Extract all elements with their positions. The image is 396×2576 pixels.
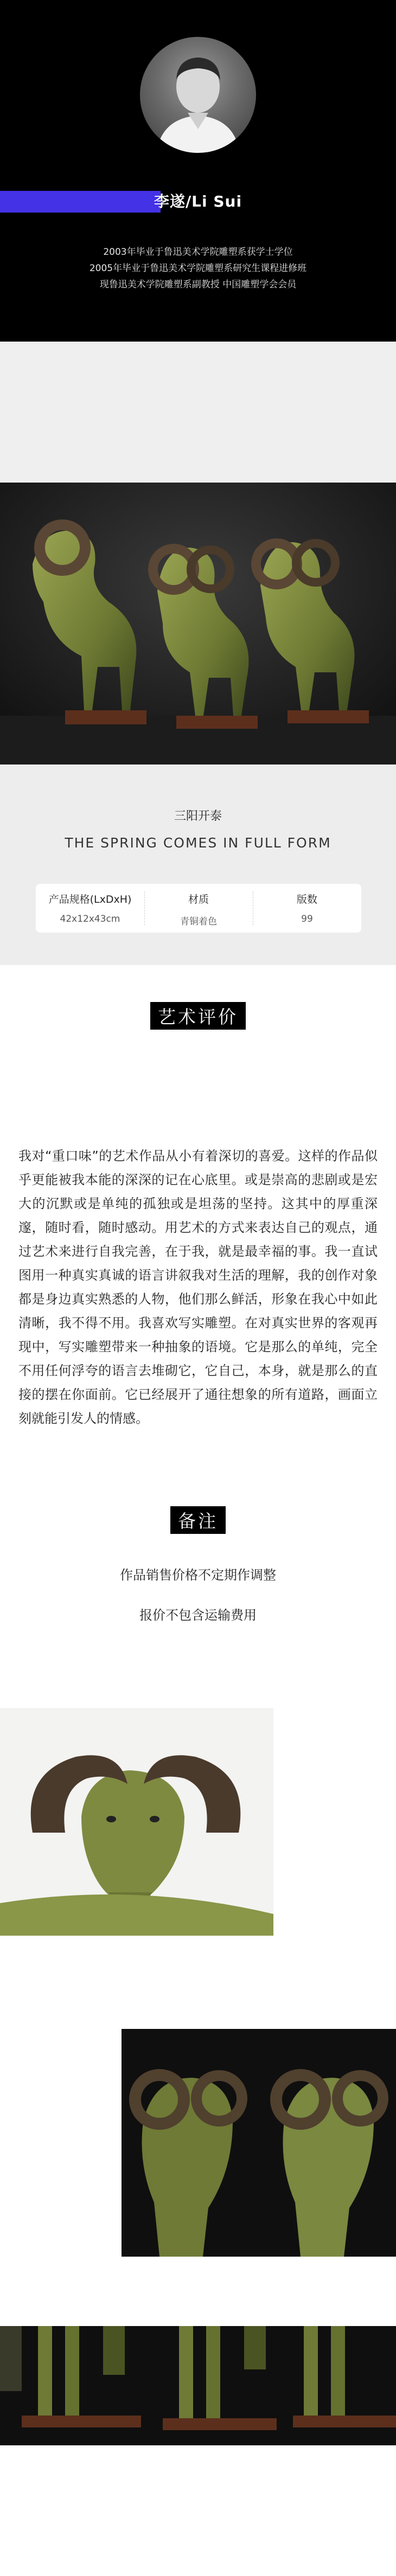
spec-edition xyxy=(253,884,361,933)
spec-value: 青铜着色 xyxy=(180,916,217,927)
review-heading xyxy=(0,1002,396,1030)
bio-line: 现鲁迅美术学院雕塑系副教授 中国雕塑学会会员 xyxy=(99,279,297,290)
artist-bio xyxy=(0,244,396,293)
bio-line: 2005年毕业于鲁迅美术学院雕塑系研究生课程进修班 xyxy=(89,263,307,274)
spacer-band xyxy=(0,342,396,483)
spec-card xyxy=(36,884,361,933)
spec-value: 99 xyxy=(301,914,313,924)
review-text: 我对“重口味”的艺术作品从小有着深切的喜爱。这样的作品似乎更能被我本能的深深的记在心底里。或是崇高的悲剧或是宏大的沉默或是单纯的孤独或是坦荡的坚持。这其中的厚重深邃，随时看，随时感动。用艺术的方式来表达自己的观点，通过艺术来进行自我完善，在于我，就是最幸福的事。我一直试图用一种真实真诚的语言讲叙我对生活的理解，我的创作对象都是身边真实熟悉的人物，他们那么鲜活，形象在我心中如此清晰，我不得不用。我喜欢写实雕塑。在对真实世界的客观再现中，写实雕塑带来一种抽象的语境。它是那么的单纯，完全不用任何浮夸的语言去堆砌它，它自己，本身，就是那么的直接的摆在你面前。它已经展开了通往想象的所有道路，画面立刻就能引发人的情感。 xyxy=(18,1148,378,1426)
artist-avatar xyxy=(140,37,256,153)
product-title-cn: 三阳开泰 xyxy=(174,810,222,823)
spec-value: 42x12x43cm xyxy=(60,914,120,924)
artist-header xyxy=(0,0,396,342)
spec-label: 产品规格(LxDxH) xyxy=(48,894,132,905)
spec-label: 版数 xyxy=(296,894,317,905)
detail-photo-two-rams xyxy=(122,2029,396,2257)
notes-heading xyxy=(0,1506,396,1534)
notes-heading-label: 备注 xyxy=(170,1506,226,1534)
spec-size xyxy=(36,884,144,933)
spec-material xyxy=(144,884,253,933)
product-info-band xyxy=(0,765,396,965)
notes-list xyxy=(0,1555,396,1635)
note-line: 作品销售价格不定期作调整 xyxy=(120,1568,276,1583)
detail-photo-ram-head xyxy=(0,1708,273,1936)
note-line: 报价不包含运输费用 xyxy=(139,1608,257,1623)
artist-portrait-illustration xyxy=(140,37,256,153)
bio-line: 2003年毕业于鲁迅美术学院雕塑系获学士学位 xyxy=(103,247,293,258)
spec-label: 材质 xyxy=(188,894,209,905)
hero-sculpture-photo xyxy=(0,483,396,765)
detail-photo-legs xyxy=(0,2326,396,2445)
product-title-en: THE SPRING COMES IN FULL FORM xyxy=(65,835,331,851)
artist-name: 李遂/Li Sui xyxy=(154,192,242,210)
review-heading-label: 艺术评价 xyxy=(150,1002,246,1030)
